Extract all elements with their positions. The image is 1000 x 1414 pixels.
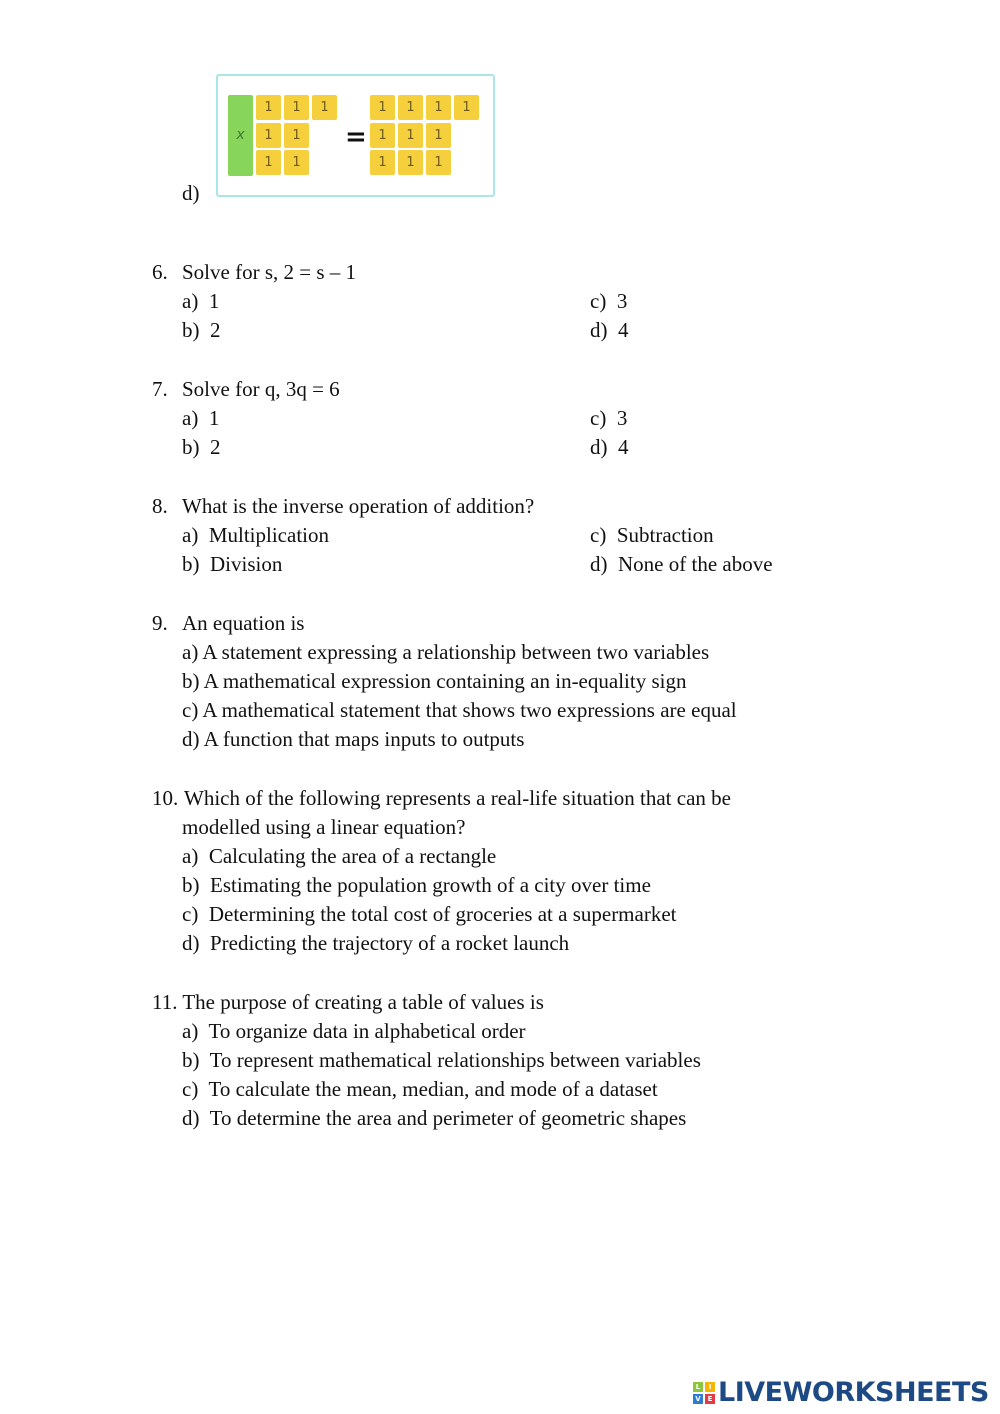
q10-number: 10. [152,786,179,810]
q10-option-a[interactable] [182,843,496,869]
x-tile: x [228,95,253,176]
option-label: c) [182,902,199,926]
option-label: d) [590,435,608,459]
option-label: a) [182,523,199,547]
q9-option-d[interactable]: d) A function that maps inputs to outputs [182,727,525,751]
q7-option-c[interactable] [590,405,627,431]
unit-tile: 1 [398,150,423,175]
option-label: c) [590,523,607,547]
q10-question-line2: modelled using a linear equation? [182,815,466,839]
q8-option-a[interactable] [182,522,329,548]
q8-option-d[interactable] [590,551,773,577]
q11-option-c[interactable] [182,1076,658,1102]
option-label: a) [182,289,199,313]
unit-tile: 1 [398,95,423,120]
unit-tile: 1 [284,150,309,175]
unit-tile: 1 [256,95,281,120]
option-label: a) [182,844,199,868]
q10-option-d[interactable] [182,930,569,956]
q6-option-a[interactable] [182,288,219,314]
unit-tile: 1 [454,95,479,120]
option-text: 1 [208,289,220,313]
option-text: 2 [210,435,221,459]
unit-tile: 1 [312,95,337,120]
option-text: None of the above [618,552,773,576]
option-text: Multiplication [208,523,329,547]
q6-option-d[interactable] [590,317,629,343]
q10-option-b[interactable] [182,872,651,898]
unit-tile: 1 [256,150,281,175]
option-label: b) [182,552,200,576]
q8-option-c[interactable] [590,522,714,548]
option-text: 2 [210,318,221,342]
q7-option-d[interactable] [590,434,629,460]
logo-text: LIVEWORKSHEETS [718,1377,989,1408]
option-text: 4 [618,435,629,459]
option-text: To determine the area and perimeter of geometric shapes [209,1106,687,1130]
unit-tile: 1 [284,123,309,148]
logo-letter: V [693,1394,703,1404]
unit-tile: 1 [426,123,451,148]
q11-option-b[interactable] [182,1047,701,1073]
unit-tile: 1 [284,95,309,120]
unit-tile: 1 [370,150,395,175]
unit-tile: 1 [426,95,451,120]
option-text: 3 [616,406,628,430]
q9-number: 9. [152,611,168,635]
option-text: Subtraction [616,523,714,547]
q11-option-d[interactable] [182,1105,686,1131]
q7-option-a[interactable] [182,405,219,431]
option-label: a) [182,406,199,430]
unit-tile: 1 [398,123,423,148]
q6-option-b[interactable] [182,317,221,343]
q9-option-c[interactable]: c) A mathematical statement that shows two expressions are equal [182,698,737,722]
q9-option-b[interactable]: b) A mathematical expression containing an in-equality sign [182,669,687,693]
q7-question: Solve for q, 3q = 6 [182,377,340,401]
unit-tile: 1 [370,95,395,120]
option-text: To represent mathematical relationships between variables [209,1048,701,1072]
unit-tile: 1 [370,123,395,148]
q6-number: 6. [152,260,168,284]
option-text: Determining the total cost of groceries at a supermarket [208,902,677,926]
q8-number: 8. [152,494,168,518]
unit-tile: 1 [256,123,281,148]
unit-tile: 1 [426,150,451,175]
option-text: Estimating the population growth of a city over time [210,873,651,897]
q6-option-c[interactable] [590,288,627,314]
q6-question: Solve for s, 2 = s – 1 [182,260,357,284]
q10-question-line1: Which of the following represents a real-life situation that can be [184,786,731,810]
option-text: Division [210,552,283,576]
q8-option-b[interactable] [182,551,282,577]
option-label: d) [590,318,608,342]
q8-question: What is the inverse operation of addition? [182,494,535,518]
option-label: c) [182,1077,199,1101]
option-label: d) [182,1106,200,1130]
logo-letter: I [705,1382,715,1392]
option-label: d) [182,931,200,955]
option-text: Calculating the area of a rectangle [208,844,497,868]
q11-question: 11. The purpose of creating a table of values is [152,990,544,1014]
option-text: To calculate the mean, median, and mode of a dataset [208,1077,658,1101]
logo-letter: E [705,1394,715,1404]
option-label: d) [590,552,608,576]
liveworksheets-logo [693,1377,989,1408]
option-label: c) [590,289,607,313]
q7-number: 7. [152,377,168,401]
option-text: 4 [618,318,629,342]
q10-option-c[interactable] [182,901,677,927]
option-text: Predicting the trajectory of a rocket launch [210,931,570,955]
q9-option-a[interactable]: a) A statement expressing a relationship between two variables [182,640,710,664]
option-label: a) [182,1019,199,1043]
option-text: 3 [616,289,628,313]
q11-option-a[interactable] [182,1018,526,1044]
option-label: b) [182,318,200,342]
q5-option-d-label[interactable]: d) [182,181,200,205]
q7-option-b[interactable] [182,434,221,460]
option-label: b) [182,873,200,897]
logo-letter: L [693,1382,703,1392]
option-text: 1 [208,406,220,430]
option-label: c) [590,406,607,430]
logo-squares-icon [693,1382,715,1404]
q9-question: An equation is [182,611,305,635]
option-text: To organize data in alphabetical order [208,1019,526,1043]
option-label: b) [182,1048,200,1072]
option-label: b) [182,435,200,459]
equals-sign: = [345,122,367,152]
